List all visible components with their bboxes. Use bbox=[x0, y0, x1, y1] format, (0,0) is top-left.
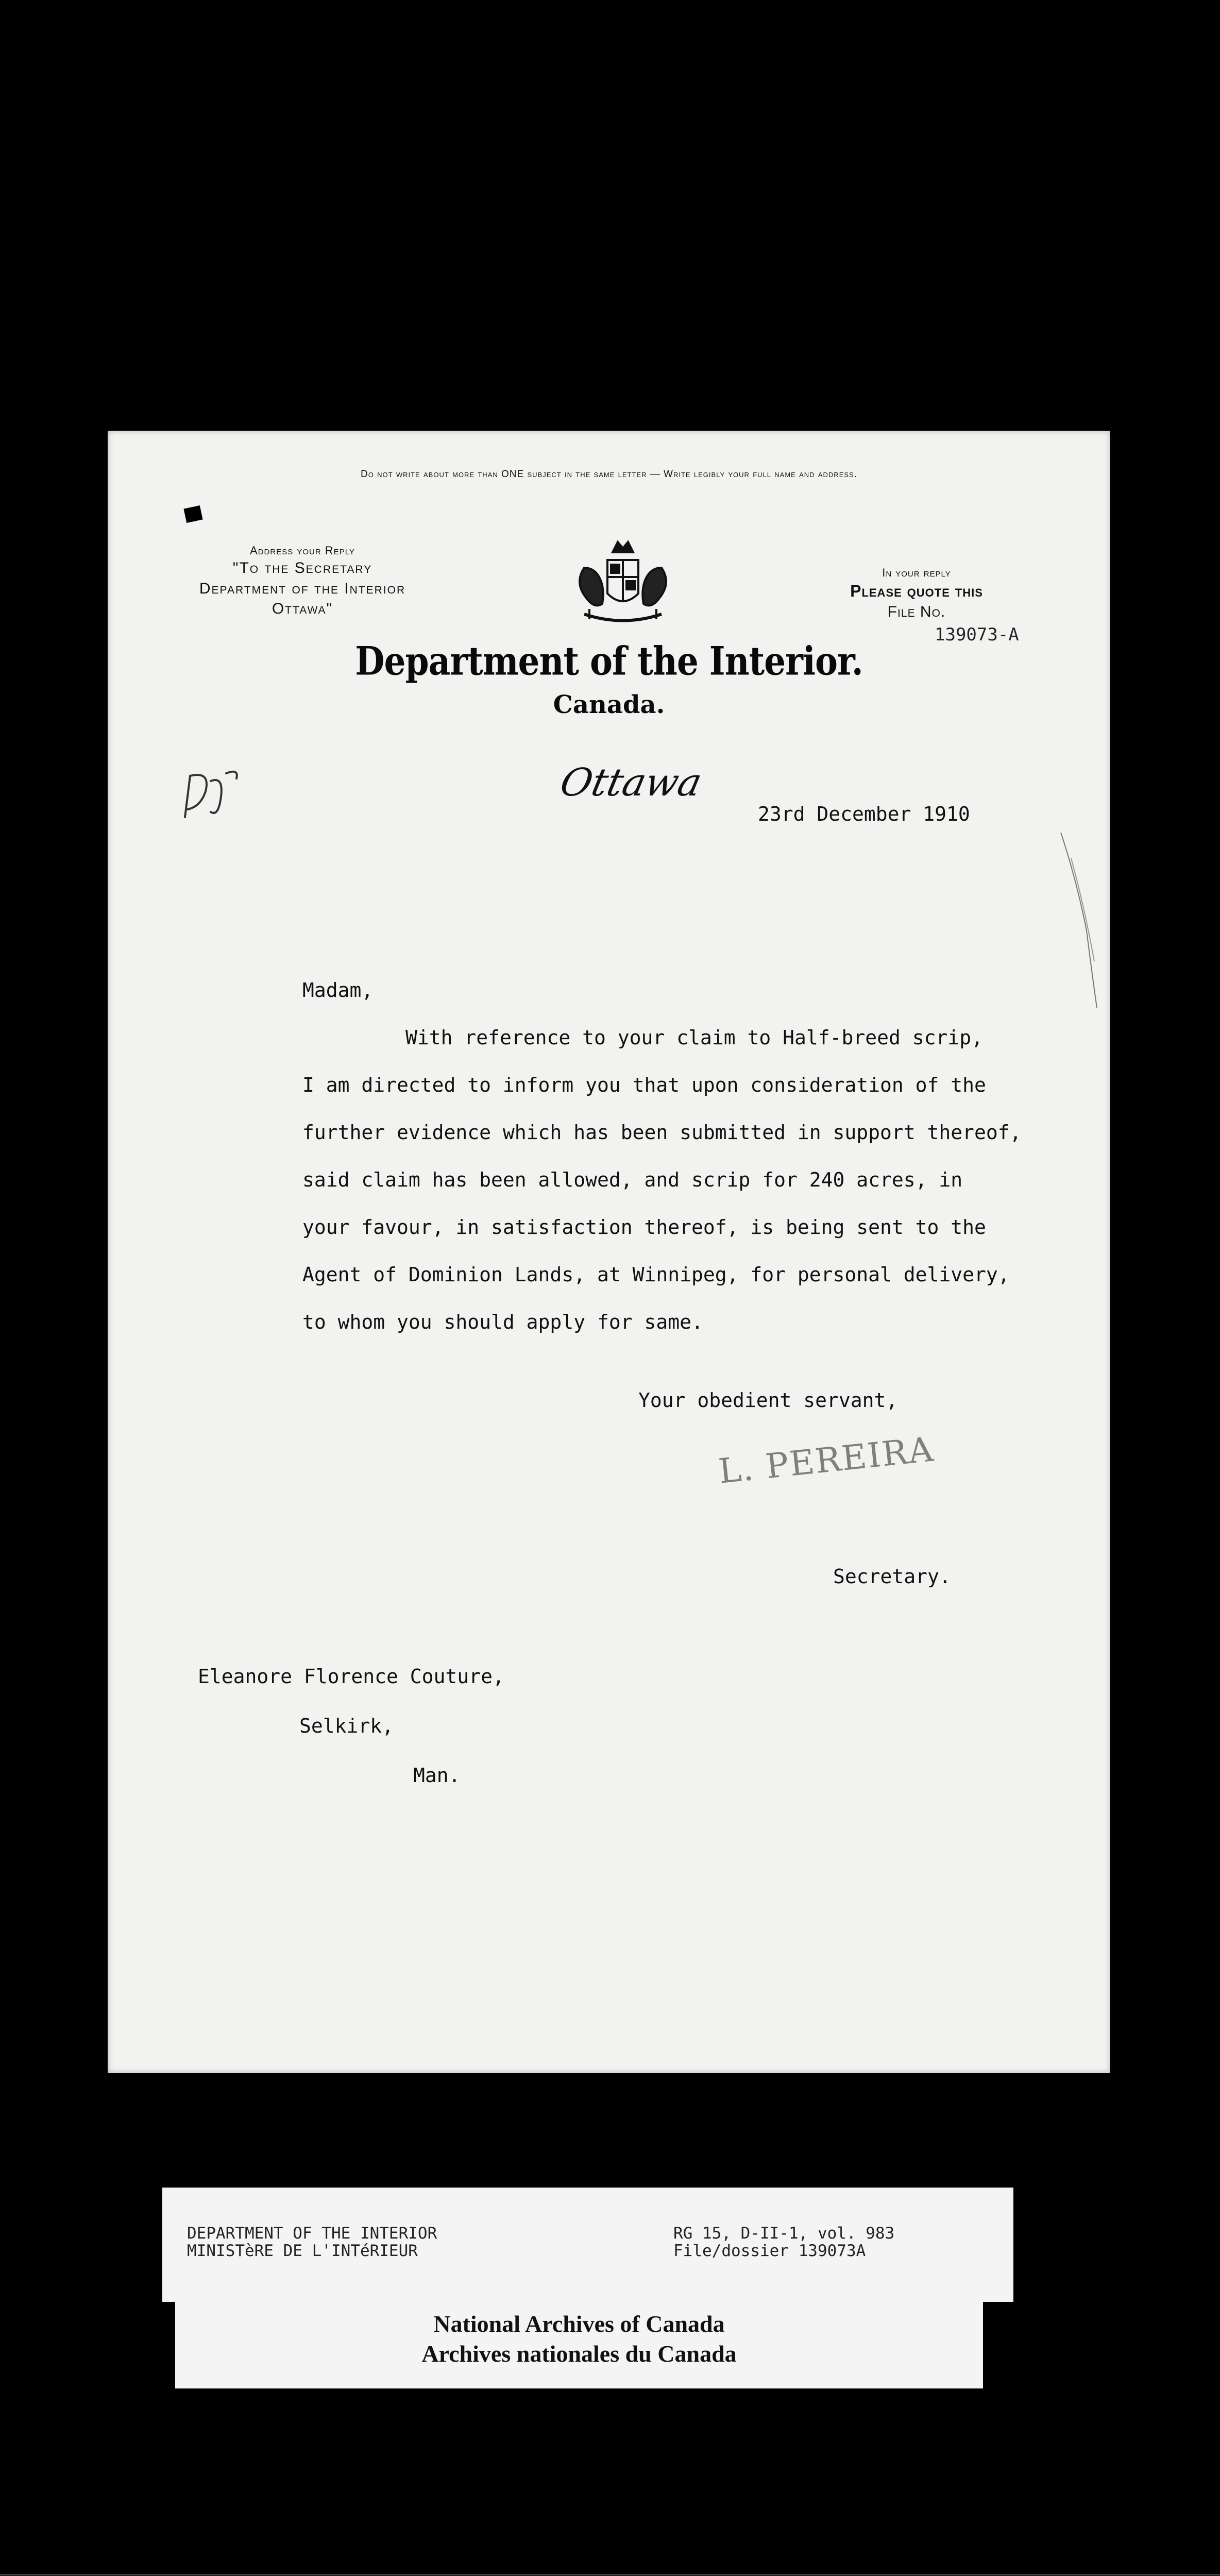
reply-line-1: In your reply bbox=[882, 566, 951, 579]
address-reply-line-1: Address your Reply bbox=[250, 544, 355, 557]
paragraph-line: further evidence which has been submitted in support thereof, bbox=[302, 1121, 1022, 1144]
letter-body bbox=[302, 967, 1086, 1346]
place-line: Ottawa bbox=[556, 760, 706, 805]
reply-line-3: File No. bbox=[887, 603, 946, 621]
archives-name-en: National Archives of Canada bbox=[433, 2311, 725, 2337]
paragraph-line: your favour, in satisfaction thereof, is being sent to the bbox=[302, 1216, 986, 1239]
paragraph-line: Agent of Dominion Lands, at Winnipeg, for personal delivery, bbox=[302, 1263, 1010, 1286]
label-department-en: DEPARTMENT OF THE INTERIOR bbox=[187, 2224, 437, 2243]
addressee-province: Man. bbox=[413, 1764, 461, 1787]
handwritten-initials-icon bbox=[175, 760, 252, 827]
salutation: Madam, bbox=[302, 979, 374, 1002]
letterhead-notice: Do not write about more than ONE subject in the same letter — Write legibly your full name and address. bbox=[361, 469, 857, 480]
label-reference bbox=[673, 2225, 894, 2260]
archive-reference-label bbox=[162, 2188, 1013, 2302]
signature-stamp: L. PEREIRA bbox=[717, 1429, 936, 1492]
address-reply-line-4: Ottawa" bbox=[272, 600, 333, 618]
signer-title: Secretary. bbox=[833, 1565, 951, 1588]
national-archives-label bbox=[175, 2290, 983, 2388]
paragraph-line: said claim has been allowed, and scrip for 240 acres, in bbox=[302, 1168, 963, 1191]
address-reply-line-2: "To the Secretary bbox=[232, 560, 372, 577]
paragraph-line: With reference to your claim to Half-breed scrip, bbox=[405, 1026, 984, 1049]
label-department-fr: MINISTèRE DE L'INTéRIEUR bbox=[187, 2242, 418, 2260]
bottom-rule bbox=[0, 2574, 1220, 2575]
reply-block bbox=[788, 566, 1045, 622]
label-record-group: RG 15, D-II-1, vol. 983 bbox=[673, 2224, 895, 2243]
paragraph-line: I am directed to inform you that upon consideration of the bbox=[302, 1074, 986, 1096]
paragraph-line: to whom you should apply for same. bbox=[302, 1311, 703, 1333]
department-title: Department of the Interior. bbox=[355, 638, 863, 684]
address-reply-line-3: Department of the Interior bbox=[199, 580, 406, 597]
letter-page bbox=[108, 431, 1110, 2073]
letter-date: 23rd December 1910 bbox=[758, 803, 970, 825]
punch-mark bbox=[183, 505, 202, 523]
addressee-name: Eleanore Florence Couture, bbox=[198, 1665, 504, 1688]
royal-coat-of-arms-icon bbox=[564, 537, 682, 635]
file-number: 139073-A bbox=[935, 624, 1019, 645]
label-department bbox=[187, 2225, 437, 2260]
country-subtitle: Canada. bbox=[553, 690, 665, 719]
archives-name-fr: Archives nationales du Canada bbox=[421, 2341, 737, 2367]
addressee-town: Selkirk, bbox=[299, 1715, 394, 1737]
address-reply-block bbox=[168, 543, 436, 619]
label-file-dossier: File/dossier 139073A bbox=[673, 2242, 866, 2260]
closing: Your obedient servant, bbox=[638, 1389, 898, 1412]
reply-line-2: Please quote this bbox=[850, 581, 983, 600]
